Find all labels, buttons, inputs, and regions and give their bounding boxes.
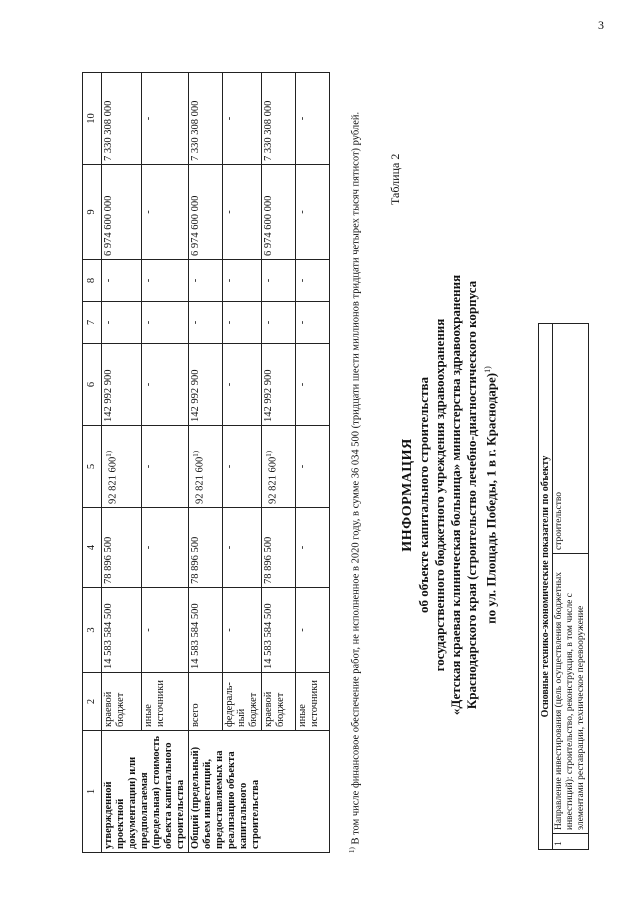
- funding-value: 6 974 600 000: [102, 165, 142, 260]
- funding-value: -: [262, 260, 296, 302]
- funding-value: -: [296, 588, 330, 673]
- funding-table-header: [83, 73, 102, 853]
- funding-value: -: [141, 165, 188, 260]
- funding-value: -: [189, 302, 223, 344]
- funding-value: -: [141, 302, 188, 344]
- funding-value: 6 974 600 000: [262, 165, 296, 260]
- column-header-6: 6: [83, 344, 102, 426]
- object-information-heading: [400, 225, 499, 765]
- funding-source: краевой бюджет: [262, 673, 296, 731]
- row-group-label: Общий (предельный) объем инвестиций, предоставляемых на реализацию объекта капитального строительства: [189, 731, 330, 853]
- funding-value: 78 896 500: [262, 508, 296, 588]
- column-header-10: 10: [83, 73, 102, 165]
- heading-line: по ул. Площадь Победы, 1 в г. Краснодаре)$^{1)}$: [483, 366, 499, 624]
- column-header-4: 4: [83, 508, 102, 588]
- footnote-marker: 1): [192, 450, 200, 457]
- column-header-2: 2: [83, 673, 102, 731]
- funding-value: 7 330 308 000: [262, 73, 296, 165]
- heading-title: ИНФОРМАЦИЯ: [400, 438, 415, 552]
- indicator-num: 1: [553, 834, 589, 850]
- funding-value: -: [102, 302, 142, 344]
- funding-value: -: [296, 426, 330, 508]
- footnote: $^{1)}$ В том числе финансовое обеспечение работ, не исполненное в 2020 году, в сумме 36 034 500 (тридцати шести миллионов тридцати четырех тысяч пятисот) рублей.: [348, 111, 362, 853]
- funding-value: -: [296, 165, 330, 260]
- table-2-label: Таблица 2: [388, 153, 402, 205]
- funding-value: -: [223, 588, 262, 673]
- funding-source: иные источники: [141, 673, 188, 731]
- funding-value: -: [296, 73, 330, 165]
- column-header-8: 8: [83, 260, 102, 302]
- funding-value: -: [223, 260, 262, 302]
- page-number: 3: [598, 18, 604, 32]
- funding-value: 92 821 600$^{1)}$: [102, 426, 142, 508]
- funding-value: -: [223, 302, 262, 344]
- funding-value: 7 330 308 000: [102, 73, 142, 165]
- funding-value: -: [296, 260, 330, 302]
- funding-value: -: [296, 302, 330, 344]
- funding-value: 78 896 500: [189, 508, 223, 588]
- heading-line: государственного бюджетного учреждения здравоохранения: [432, 318, 447, 672]
- footnote-marker: 1): [105, 450, 113, 457]
- funding-value: 92 821 600$^{1)}$: [189, 426, 223, 508]
- funding-value: -: [189, 260, 223, 302]
- indicators-table-header: Основные технико-экономические показатели по объекту: [539, 324, 553, 850]
- heading-line: «Детская краевая клиническая больница» министерства здравоохранения: [448, 274, 463, 716]
- funding-source: иные источники: [296, 673, 330, 731]
- funding-value: -: [223, 344, 262, 426]
- funding-value: 14 583 584 500: [189, 588, 223, 673]
- funding-value: 78 896 500: [102, 508, 142, 588]
- indicators-table: [538, 323, 589, 850]
- funding-source: федераль-ный бюджет: [223, 673, 262, 731]
- table-row: [189, 73, 223, 853]
- funding-value: 142 992 900: [102, 344, 142, 426]
- funding-value: -: [296, 344, 330, 426]
- funding-value: 142 992 900: [262, 344, 296, 426]
- funding-value: 7 330 308 000: [189, 73, 223, 165]
- funding-value: 14 583 584 500: [102, 588, 142, 673]
- funding-source: всего: [189, 673, 223, 731]
- column-header-9: 9: [83, 165, 102, 260]
- funding-value: -: [223, 426, 262, 508]
- funding-source: краевой бюджет: [102, 673, 142, 731]
- funding-value: -: [141, 508, 188, 588]
- column-header-5: 5: [83, 426, 102, 508]
- funding-value: -: [141, 73, 188, 165]
- funding-value: 142 992 900: [189, 344, 223, 426]
- funding-value: -: [223, 73, 262, 165]
- funding-value: -: [141, 426, 188, 508]
- funding-value: -: [223, 508, 262, 588]
- table-row: [553, 324, 589, 850]
- funding-value: -: [223, 165, 262, 260]
- funding-value: -: [262, 302, 296, 344]
- footnote-marker: 1): [265, 450, 273, 457]
- column-header-3: 3: [83, 588, 102, 673]
- table-row: [102, 73, 142, 853]
- column-header-1: 1: [83, 731, 102, 853]
- funding-value: -: [141, 260, 188, 302]
- funding-value: -: [141, 588, 188, 673]
- funding-value: -: [141, 344, 188, 426]
- funding-value: 14 583 584 500: [262, 588, 296, 673]
- row-group-label: утвержденной проектной документации) или предполагаемая (предельная) стоимость объекта капитального строительства: [102, 731, 189, 853]
- funding-table: [82, 72, 330, 853]
- heading-line: Краснодарского края (строительство лечебно-диагностического корпуса: [464, 280, 479, 710]
- indicator-label: Направление инвестирования (цель осуществления бюджетных инвестиций): строительство, реконструкция, в том числе с элементами реставрации, техническое перевооружение: [553, 554, 589, 834]
- column-header-7: 7: [83, 302, 102, 344]
- funding-value: 92 821 600$^{1)}$: [262, 426, 296, 508]
- indicator-value: строительство: [553, 324, 589, 554]
- funding-value: -: [296, 508, 330, 588]
- funding-value: 6 974 600 000: [189, 165, 223, 260]
- heading-line: об объекте капитального строительства: [416, 377, 431, 613]
- funding-value: -: [102, 260, 142, 302]
